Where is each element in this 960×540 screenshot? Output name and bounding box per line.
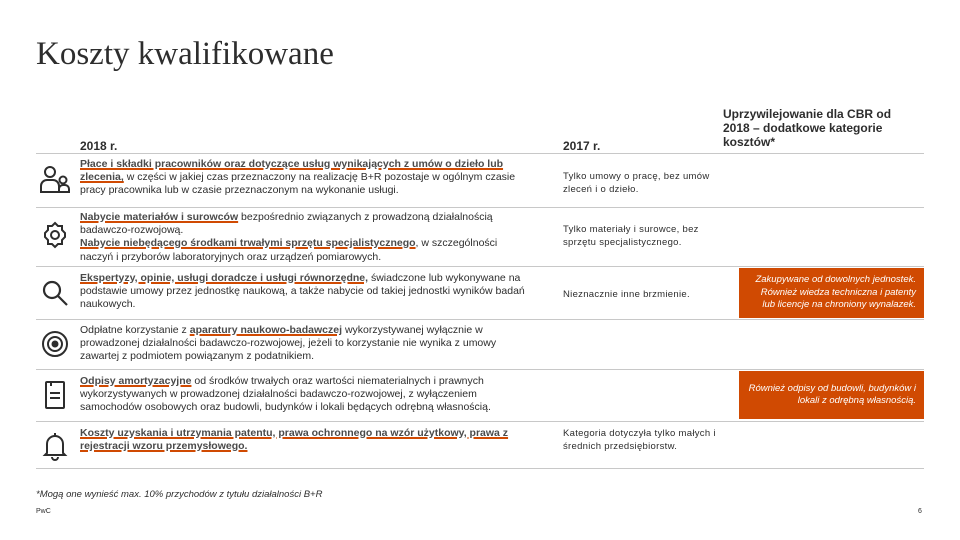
- row-description: Odpisy amortyzacyjne od środków trwałych oraz wartości niematerialnych i prawnych wykorzystywanych w prowadzonej działalności badawczo-rozwojowej, z wyłączeniem samochodów osobowych oraz budowli, budynków i lokali będących odrębną własnością.: [80, 375, 491, 414]
- magnifier-icon: [38, 276, 72, 310]
- row-2017-note: Kategoria dotyczyła tylko małych i średnich przedsiębiorstw.: [563, 428, 716, 452]
- footnote: *Mogą one wynieść max. 10% przychodów z tytułu działalności B+R: [36, 489, 323, 500]
- column-header-2017: 2017 r.: [563, 139, 601, 153]
- page-title: Koszty kwalifikowane: [36, 36, 334, 72]
- cbr-highlight-box: Również odpisy od budowli, budynków i lokali z odrębną własnością.: [739, 371, 924, 419]
- row-divider: [36, 153, 924, 154]
- cbr-highlight-box: Zakupywane od dowolnych jednostek. Również wiedza techniczna i patenty lub licencje na chroniony wynalazek.: [739, 268, 924, 318]
- page-number: 6: [918, 508, 922, 515]
- row-divider: [36, 266, 924, 267]
- row-divider: [36, 319, 924, 320]
- row-2017-note: Nieznacznie inne brzmienie.: [563, 289, 690, 300]
- row-divider: [36, 207, 924, 208]
- gear-icon: [38, 218, 72, 252]
- row-divider: [36, 369, 924, 370]
- row-divider: [36, 421, 924, 422]
- row-description: Koszty uzyskania i utrzymania patentu, prawa ochronnego na wzór użytkowy, prawa z rejestracji wzoru przemysłowego.: [80, 427, 509, 453]
- row-description: Odpłatne korzystanie z aparatury naukowo-badawczej wykorzystywanej wyłącznie w prowadzonej działalności badawczo-rozwojowej, jeżeli to korzystanie nie wynika z umowy zawartej z podmiotem powiązanym z podatnikiem.: [80, 324, 497, 363]
- target-icon: [38, 327, 72, 361]
- people-icon: [38, 163, 72, 197]
- column-header-cbr: Uprzywilejowanie dla CBR od 2018 – dodatkowe kategorie kosztów*: [723, 107, 892, 149]
- row-description: Ekspertyzy, opinie, usługi doradcze i usługi równorzędne, świadczone lub wykonywane na podstawie umowy przez jednostkę naukową, a także nabycie od takiej jednostki wyników badań naukowych.: [80, 272, 525, 311]
- brand-label: PwC: [36, 508, 51, 515]
- row-2017-note: Tylko materiały i surowce, bez sprzętu specjalistycznego.: [563, 224, 699, 248]
- row-2017-note: Tylko umowy o pracę, bez umów zleceń i o dzieło.: [563, 171, 710, 195]
- column-header-2018: 2018 r.: [80, 139, 118, 153]
- document-icon: [38, 378, 72, 412]
- row-description: Nabycie materiałów i surowców bezpośrednio związanych z prowadzoną działalnością badawczo-rozwojową. Nabycie niebędącego środkami trwałymi sprzętu specjalistycznego, w szczególności naczyń i przyborów laboratoryjnych oraz urządzeń pomiarowych.: [80, 211, 498, 263]
- row-divider: [36, 468, 924, 469]
- row-description: Płace i składki pracowników oraz dotyczące usług wynikających z umów o dzieło lub zlecenia, w części w jakiej czas przeznaczony na realizację B+R pozostaje w ogólnym czasie pracy pracownika lub w czasie przeznaczonym na wykonanie usługi.: [80, 158, 516, 197]
- bell-icon: [38, 428, 72, 462]
